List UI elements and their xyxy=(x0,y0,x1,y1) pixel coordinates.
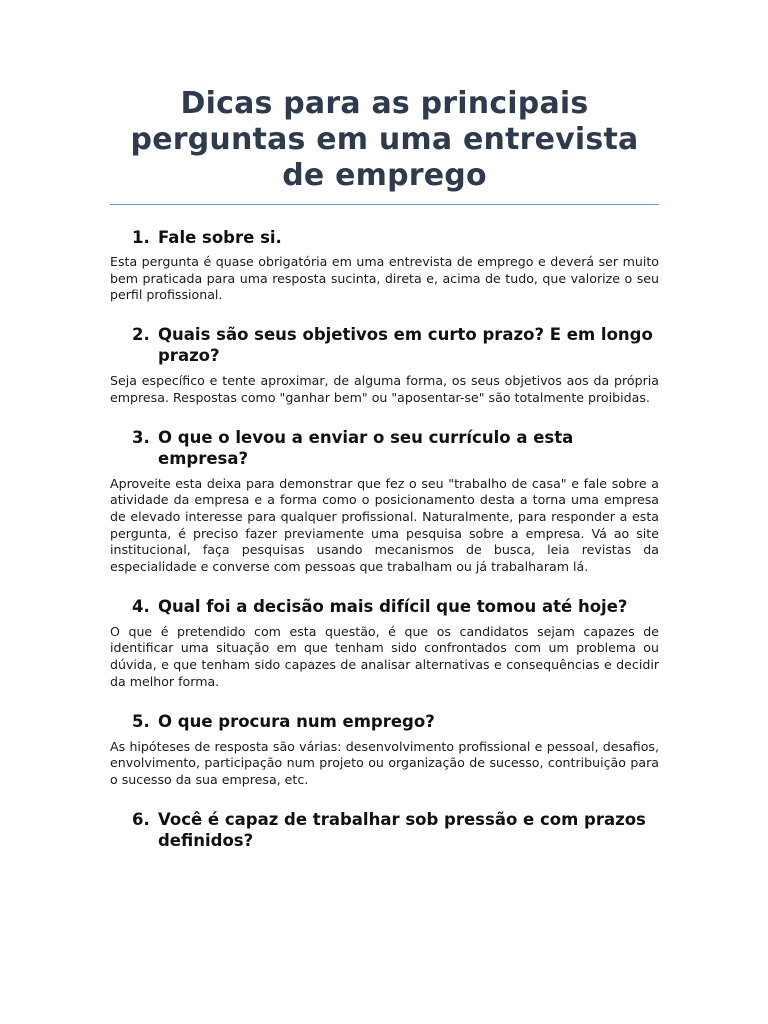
section-3 xyxy=(110,427,659,576)
question-heading xyxy=(110,711,659,732)
question-number: 4. xyxy=(132,596,150,616)
question-text: O que procura num emprego? xyxy=(158,711,435,731)
section-5 xyxy=(110,711,659,789)
section-6 xyxy=(110,809,659,851)
question-number: 6. xyxy=(132,809,150,829)
question-number: 2. xyxy=(132,325,150,345)
question-heading xyxy=(110,324,659,366)
document-title: Dicas para as principais perguntas em uma entrevista de emprego xyxy=(130,86,639,193)
answer-paragraph: As hipóteses de resposta são várias: desenvolvimento profissional e pessoal, desafios, envolvimento, participação num projeto ou organização de sucesso, contribuição para o sucesso da sua empresa, etc. xyxy=(110,738,659,787)
question-number: 5. xyxy=(132,711,150,731)
question-text: Você é capaz de trabalhar sob pressão e com prazos definidos? xyxy=(158,809,646,850)
answer-paragraph: Aproveite esta deixa para demonstrar que fez o seu "trabalho de casa" e fale sobre a atividade da empresa e a forma como o posicionamento desta a torna uma empresa de elevado interesse para qualquer profissional. Naturalmente, para responder a esta pergunta, é preciso fazer previamente uma pesquisa sobre a empresa. Vá ao site institucional, faça pesquisas usando mecanismos de busca, leia revistas da especialidade e converse com pessoas que trabalham ou já trabalharam lá. xyxy=(110,475,659,575)
question-text: O que o levou a enviar o seu currículo a esta empresa? xyxy=(158,427,574,468)
section-2 xyxy=(110,324,659,406)
question-text: Quais são seus objetivos em curto prazo? E em longo prazo? xyxy=(158,325,653,366)
title-underline xyxy=(110,204,659,205)
question-heading xyxy=(110,596,659,617)
question-heading xyxy=(110,427,659,469)
section-4 xyxy=(110,596,659,691)
answer-paragraph: Seja específico e tente aproximar, de alguma forma, os seus objetivos aos da própria empresa. Respostas como "ganhar bem" ou "aposentar-se" são totalmente proibidas. xyxy=(110,373,659,405)
question-heading xyxy=(110,809,659,851)
question-heading xyxy=(110,227,659,248)
answer-paragraph: Esta pergunta é quase obrigatória em uma entrevista de emprego e deverá ser muito bem praticada para uma resposta sucinta, direta e, acima de tudo, que valorize o seu perfil profissional. xyxy=(110,254,659,303)
answer-paragraph: O que é pretendido com esta questão, é que os candidatos sejam capazes de identificar uma situação em que tenham sido confrontados com um problema ou dúvida, e que tenham sido capazes de analisar alternativas e consequências e decidir da melhor forma. xyxy=(110,623,659,689)
question-text: Qual foi a decisão mais difícil que tomou até hoje? xyxy=(158,596,628,616)
question-text: Fale sobre si. xyxy=(158,228,282,247)
question-number: 1. xyxy=(132,228,150,247)
section-1 xyxy=(110,227,659,304)
document-page xyxy=(110,86,659,851)
question-number: 3. xyxy=(132,427,150,447)
